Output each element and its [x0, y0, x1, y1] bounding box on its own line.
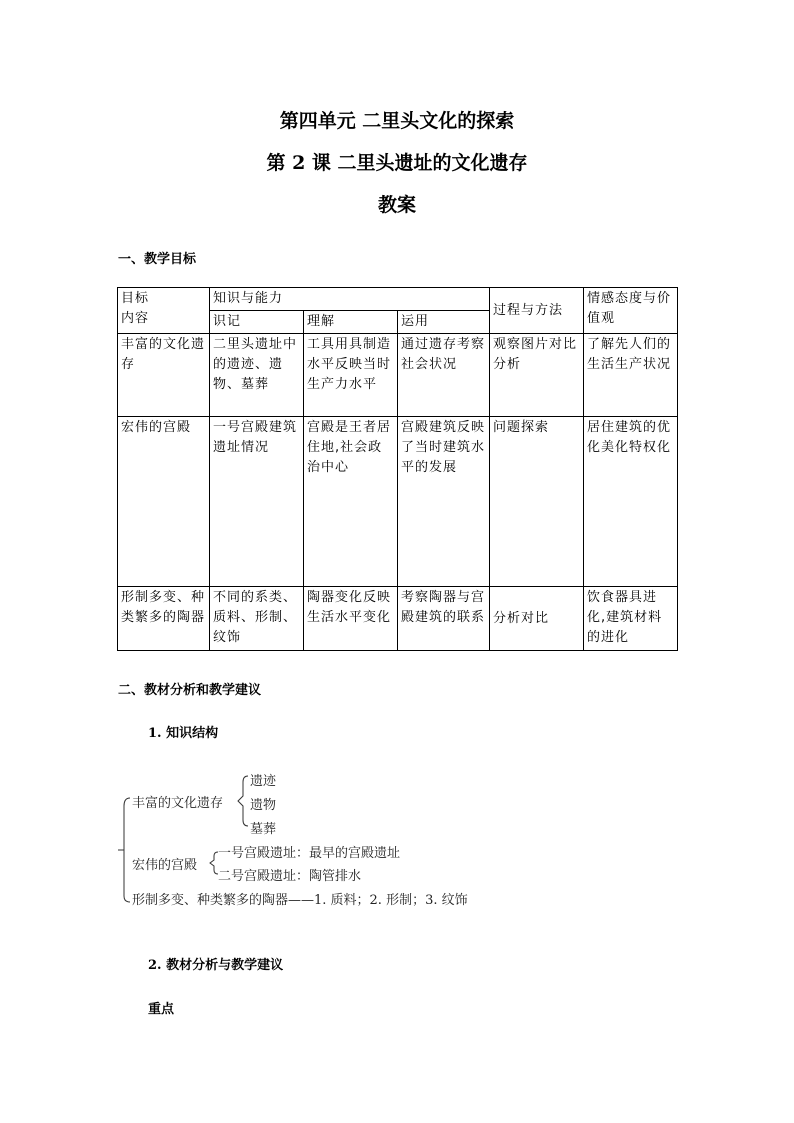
recall-cell: 一号宫殿建筑遗址情况 [210, 417, 304, 587]
apply-cell: 通过遗存考察社会状况 [398, 334, 490, 417]
table-row [118, 587, 678, 651]
attitude-cell: 居住建筑的优化美化特权化 [584, 417, 678, 587]
recall-cell: 二里头遗址中的遗迹、遗物、墓葬 [210, 334, 304, 417]
understand-cell: 陶器变化反映生活水平变化 [304, 587, 398, 651]
analysis-heading: 2. 教材分析与教学建议 [148, 958, 284, 973]
section2-heading: 二、教材分析和教学建议 [118, 683, 262, 698]
understand-header: 理解 [304, 311, 398, 334]
process-cell: 分析对比 [490, 587, 584, 651]
process-cell: 观察图片对比分析 [490, 334, 584, 417]
knowledge-ability-header: 知识与能力 [210, 288, 490, 311]
teaching-goals-table [117, 287, 678, 651]
process-header: 过程与方法 [490, 288, 584, 334]
corner-header-cell: 目标 内容 [118, 288, 210, 334]
ks-child-palace-2: 二号宫殿遗址：陶管排水 [218, 869, 362, 884]
apply-cell: 考察陶器与宫殿建筑的联系 [398, 587, 490, 651]
content-cell: 宏伟的宫殿 [118, 417, 210, 587]
ks-item-heritage: 丰富的文化遗存 [132, 796, 224, 811]
recall-header: 识记 [210, 311, 304, 334]
section1-heading: 一、教学目标 [118, 252, 197, 267]
ks-child-relics: 遗物 [250, 798, 277, 813]
ks-child-tombs: 墓葬 [250, 822, 277, 837]
process-cell: 问题探索 [490, 417, 584, 587]
ks-item-palace: 宏伟的宫殿 [132, 858, 198, 873]
focus-heading: 重点 [148, 1002, 175, 1017]
understand-cell: 宫殿是王者居住地,社会政治中心 [304, 417, 398, 587]
ks-child-palace-1: 一号宫殿遗址：最早的宫殿遗址 [218, 846, 401, 861]
content-cell: 形制多变、种类繁多的陶器 [118, 587, 210, 651]
table-row [118, 417, 678, 587]
unit-title: 第四单元 二里头文化的探索 [279, 110, 515, 132]
understand-cell: 工具用具制造水平反映当时生产力水平 [304, 334, 398, 417]
apply-cell: 宫殿建筑反映了当时建筑水平的发展 [398, 417, 490, 587]
ks-item-pottery: 形制多变、种类繁多的陶器——1. 质料；2. 形制；3. 纹饰 [132, 893, 468, 908]
attitude-header: 情感态度与价值观 [584, 288, 678, 334]
apply-header: 运用 [398, 311, 490, 334]
lesson-title: 第 2 课 二里头遗址的文化遗存 [266, 152, 528, 174]
recall-cell: 不同的系类、质料、形制、纹饰 [210, 587, 304, 651]
table-row [118, 334, 678, 417]
knowledge-structure-diagram [118, 770, 538, 910]
attitude-cell: 饮食器具进化,建筑材料的进化 [584, 587, 678, 651]
content-cell: 丰富的文化遗存 [118, 334, 210, 417]
doc-type-title: 教案 [377, 194, 416, 216]
attitude-cell: 了解先人们的生活生产状况 [584, 334, 678, 417]
ks-child-remains: 遗迹 [250, 774, 277, 789]
knowledge-structure-heading: 1. 知识结构 [148, 726, 219, 741]
